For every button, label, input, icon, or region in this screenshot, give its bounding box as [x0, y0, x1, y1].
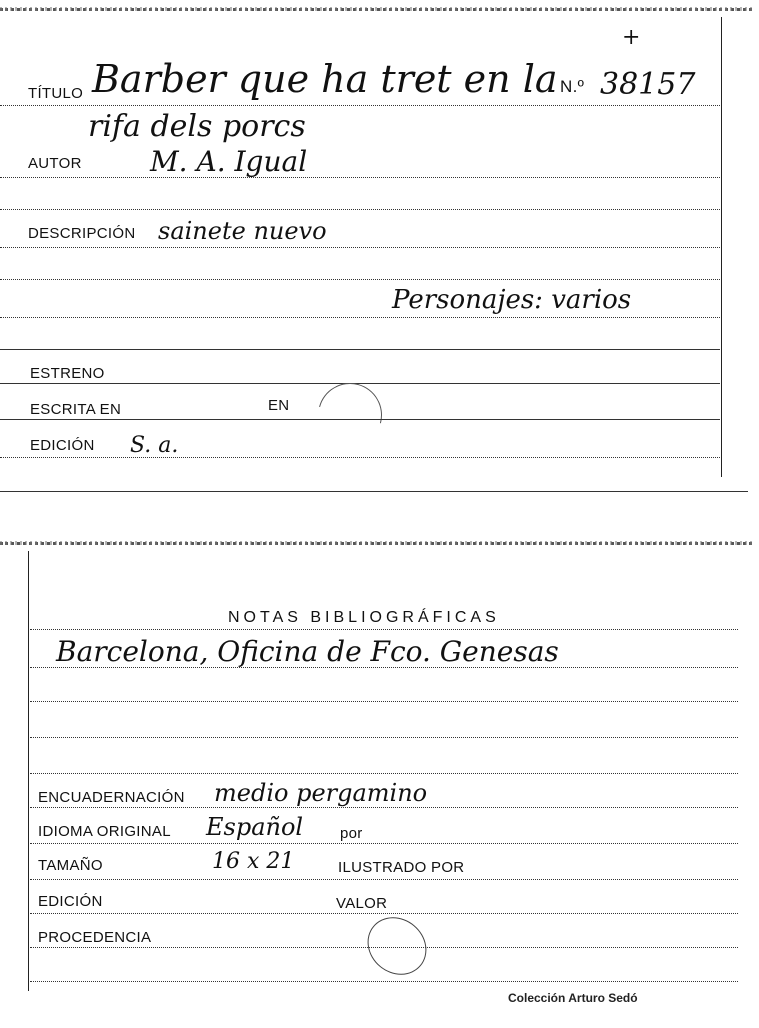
rule-line: [0, 105, 720, 106]
catalog-card-bottom: [0, 542, 752, 1015]
rule-line: [30, 773, 738, 774]
rule-line: [30, 981, 738, 982]
card-top-right-margin-line: [721, 17, 722, 477]
collection-footer: Colección Arturo Sedó: [508, 991, 638, 1005]
descripcion-label: DESCRIPCIÓN: [28, 225, 136, 242]
numero-label: N.º: [560, 77, 585, 96]
rule-line: [30, 879, 738, 880]
rule-line: [0, 247, 720, 248]
en-label: EN: [268, 397, 290, 414]
titulo-value-line1: Barber que ha tret en la: [92, 57, 558, 101]
estreno-label: ESTRENO: [30, 365, 105, 382]
rule-line: [30, 667, 738, 668]
rule-line: [0, 349, 720, 350]
rule-line: [30, 737, 738, 738]
rule-line: [0, 279, 720, 280]
titulo-label: TÍTULO: [28, 85, 84, 102]
encuadernacion-label: ENCUADERNACIÓN: [38, 789, 185, 806]
notas-heading: NOTAS BIBLIOGRÁFICAS: [228, 609, 500, 626]
card-bottom-left-margin-line: [28, 551, 29, 991]
numero-value: 38157: [600, 67, 696, 102]
card-bottom-edge-speckle: [0, 541, 752, 545]
procedencia-label: PROCEDENCIA: [38, 929, 152, 946]
notas-value: Barcelona, Oficina de Fco. Genesas: [56, 635, 559, 668]
tamano-value: 16 x 21: [212, 849, 295, 874]
por-label: por: [340, 825, 363, 842]
rule-line: [0, 317, 720, 318]
descripcion-value: sainete nuevo: [158, 217, 327, 245]
plus-mark: +: [622, 25, 641, 50]
rule-line: [0, 457, 720, 458]
edicion-label-bottom: EDICIÓN: [38, 893, 103, 910]
tamano-label: TAMAÑO: [38, 857, 103, 874]
idioma-label: IDIOMA ORIGINAL: [38, 823, 171, 840]
stamp-smudge: [356, 905, 438, 986]
edicion-value: S. a.: [130, 433, 179, 458]
rule-line: [30, 701, 738, 702]
autor-value: M. A. Igual: [150, 145, 308, 178]
autor-label: AUTOR: [28, 155, 82, 172]
page-divider: [0, 491, 748, 492]
catalog-card-top: [0, 8, 752, 491]
rule-line: [0, 177, 720, 178]
rule-line: [30, 913, 738, 914]
rule-line: [30, 843, 738, 844]
stamp-smudge: [306, 371, 393, 458]
edicion-label: EDICIÓN: [30, 437, 95, 454]
rule-line: [0, 419, 720, 420]
ilustrado-label: ILUSTRADO POR: [338, 859, 465, 876]
titulo-value-line2: rifa dels porcs: [88, 109, 306, 144]
idioma-value: Español: [206, 813, 304, 841]
card-top-edge-speckle: [0, 7, 752, 11]
escrita-label: ESCRITA EN: [30, 401, 122, 418]
rule-line: [0, 209, 720, 210]
rule-line: [30, 629, 738, 630]
rule-line: [30, 807, 738, 808]
rule-line: [30, 947, 738, 948]
valor-label: VALOR: [336, 895, 388, 912]
personajes-value: Personajes: varios: [392, 285, 632, 315]
encuadernacion-value: medio pergamino: [214, 779, 428, 807]
